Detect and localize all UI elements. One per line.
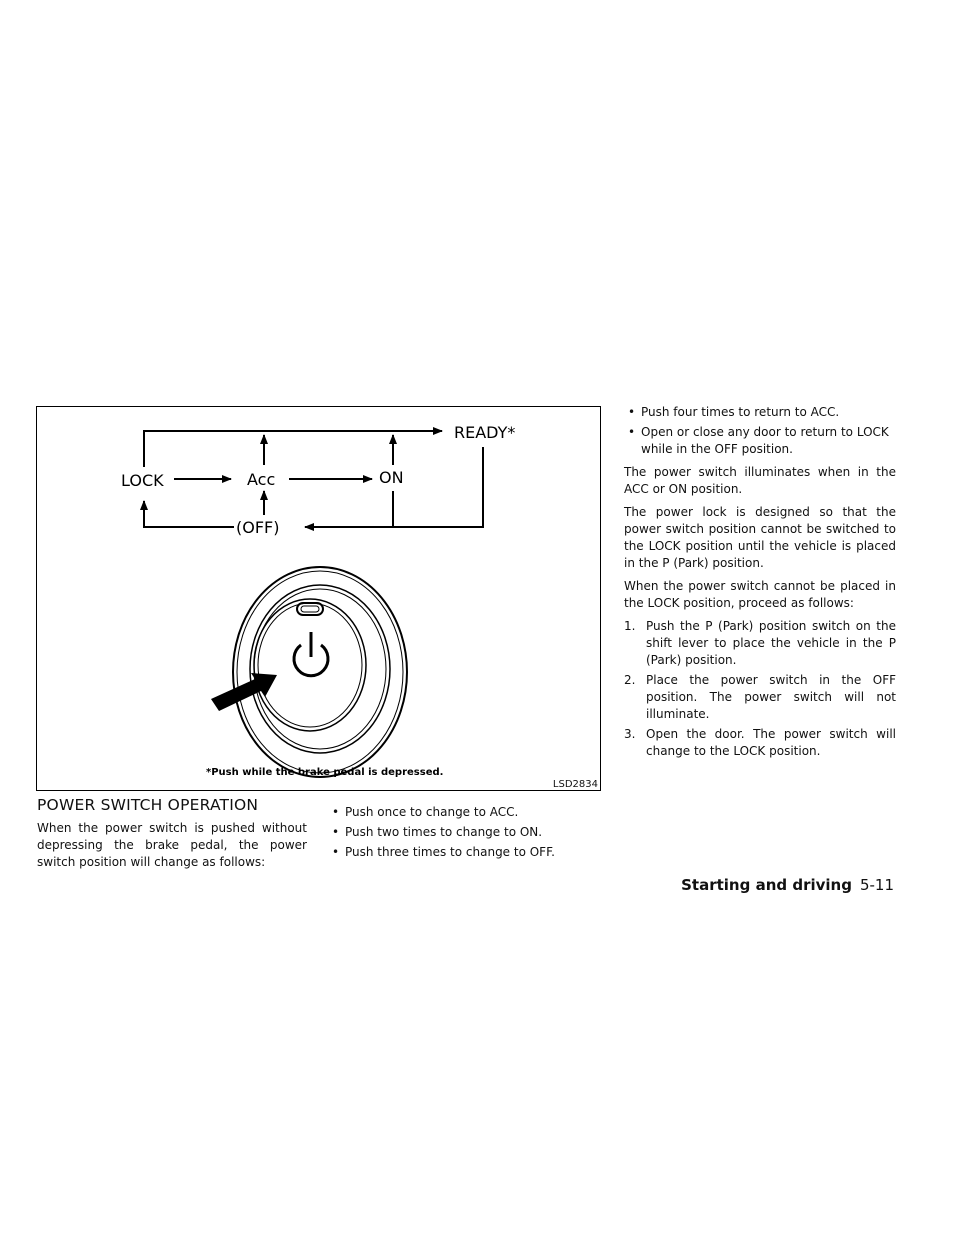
push-arrow-icon bbox=[211, 673, 277, 711]
step-item: 2. Place the power switch in the OFF position. The power switch will not illuminate. bbox=[624, 673, 896, 721]
paragraph: The power lock is designed so that the power switch position cannot be switched to the LOCK position until the vehicle is placed in the P (Park) position. bbox=[624, 505, 896, 570]
page-footer bbox=[681, 876, 894, 894]
list-item: • Push four times to return to ACC. bbox=[628, 405, 840, 419]
list-item: • Open or close any door to return to LOCK while in the OFF position. bbox=[628, 425, 889, 456]
label-acc: Acc bbox=[247, 470, 276, 489]
power-switch-diagram bbox=[37, 407, 602, 792]
label-ready: READY* bbox=[454, 423, 516, 442]
label-off: (OFF) bbox=[236, 518, 280, 537]
label-lock: LOCK bbox=[121, 471, 164, 490]
bullet-list-col2 bbox=[328, 804, 598, 864]
power-icon bbox=[294, 632, 328, 676]
paragraph: The power switch illuminates when in the ACC or ON position. bbox=[624, 465, 896, 496]
power-button-illustration bbox=[211, 567, 407, 777]
section-title: POWER SWITCH OPERATION bbox=[37, 796, 259, 814]
figure-code: LSD2834 bbox=[552, 779, 598, 790]
list-item: • Push once to change to ACC. bbox=[332, 805, 519, 819]
label-on: ON bbox=[379, 468, 404, 487]
step-item: 1. Push the P (Park) position switch on the shift lever to place the vehicle in the P (Park) position. bbox=[624, 619, 896, 667]
footer-section: Starting and driving bbox=[681, 876, 852, 894]
list-item: • Push two times to change to ON. bbox=[332, 825, 543, 839]
page-number: 5-11 bbox=[859, 876, 894, 894]
arrow-lock-to-ready bbox=[144, 431, 442, 467]
arrow-off-to-lock bbox=[144, 501, 234, 527]
intro-paragraph: When the power switch is pushed without depressing the brake pedal, the power switch position will change as follows: bbox=[37, 821, 307, 869]
power-switch-figure bbox=[36, 406, 601, 791]
column-3 bbox=[624, 404, 896, 763]
step-item: 3. Open the door. The power switch will change to the LOCK position. bbox=[624, 727, 896, 758]
list-item: • Push three times to change to OFF. bbox=[332, 845, 555, 859]
paragraph: When the power switch cannot be placed in the LOCK position, proceed as follows: bbox=[624, 579, 896, 610]
figure-note: *Push while the brake pedal is depressed. bbox=[206, 767, 444, 778]
